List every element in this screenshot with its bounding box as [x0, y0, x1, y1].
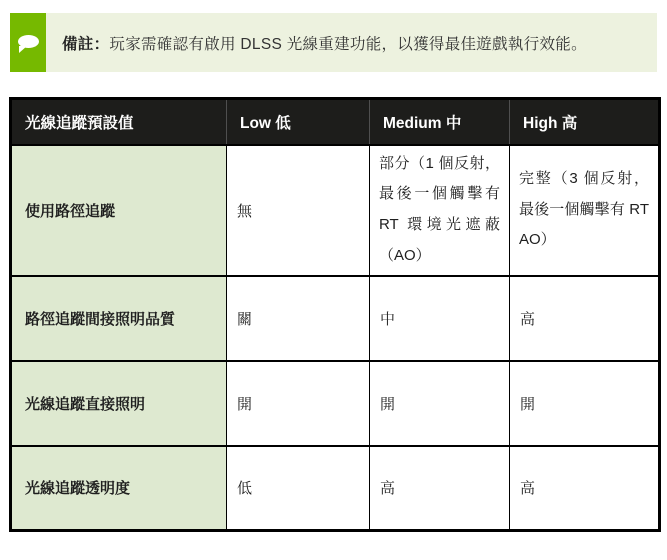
- row-label-cell: 光線追蹤透明度: [11, 446, 227, 531]
- header-cell-medium: Medium 中: [370, 99, 510, 145]
- value-cell: 中: [370, 276, 510, 361]
- value-cell: 完整（3 個反射，最後一個觸擊有 RT AO）: [510, 145, 660, 276]
- speech-bubble-icon: [18, 35, 39, 48]
- row-label-cell: 路徑追蹤間接照明品質: [11, 276, 227, 361]
- note-label: 備註：: [62, 35, 110, 53]
- row-label-cell: 使用路徑追蹤: [11, 145, 227, 276]
- table-row: [11, 361, 660, 446]
- header-cell-low: Low 低: [227, 99, 370, 145]
- note-callout: [10, 13, 657, 72]
- row-label-cell: 光線追蹤直接照明: [11, 361, 227, 446]
- value-cell: 無: [227, 145, 370, 276]
- note-message: 玩家需確認有啟用 DLSS 光線重建功能，以獲得最佳遊戲執行效能。: [109, 35, 587, 53]
- header-cell-high: High 高: [510, 99, 660, 145]
- note-text: [46, 13, 657, 72]
- value-cell: 關: [227, 276, 370, 361]
- value-cell: 開: [510, 361, 660, 446]
- value-cell: 部分（1 個反射，最後一個觸擊有 RT 環境光遮蔽（AO）: [370, 145, 510, 276]
- value-cell: 低: [227, 446, 370, 531]
- table-row: [11, 276, 660, 361]
- table-row: [11, 145, 660, 276]
- value-cell: 高: [510, 446, 660, 531]
- note-icon-panel: [10, 13, 46, 72]
- ray-tracing-presets-table: [9, 97, 661, 532]
- value-cell: 高: [510, 276, 660, 361]
- header-cell-preset: 光線追蹤預設值: [11, 99, 227, 145]
- value-cell: 開: [227, 361, 370, 446]
- value-cell: 開: [370, 361, 510, 446]
- header-row: [11, 99, 660, 145]
- table-row: [11, 446, 660, 531]
- value-cell: 高: [370, 446, 510, 531]
